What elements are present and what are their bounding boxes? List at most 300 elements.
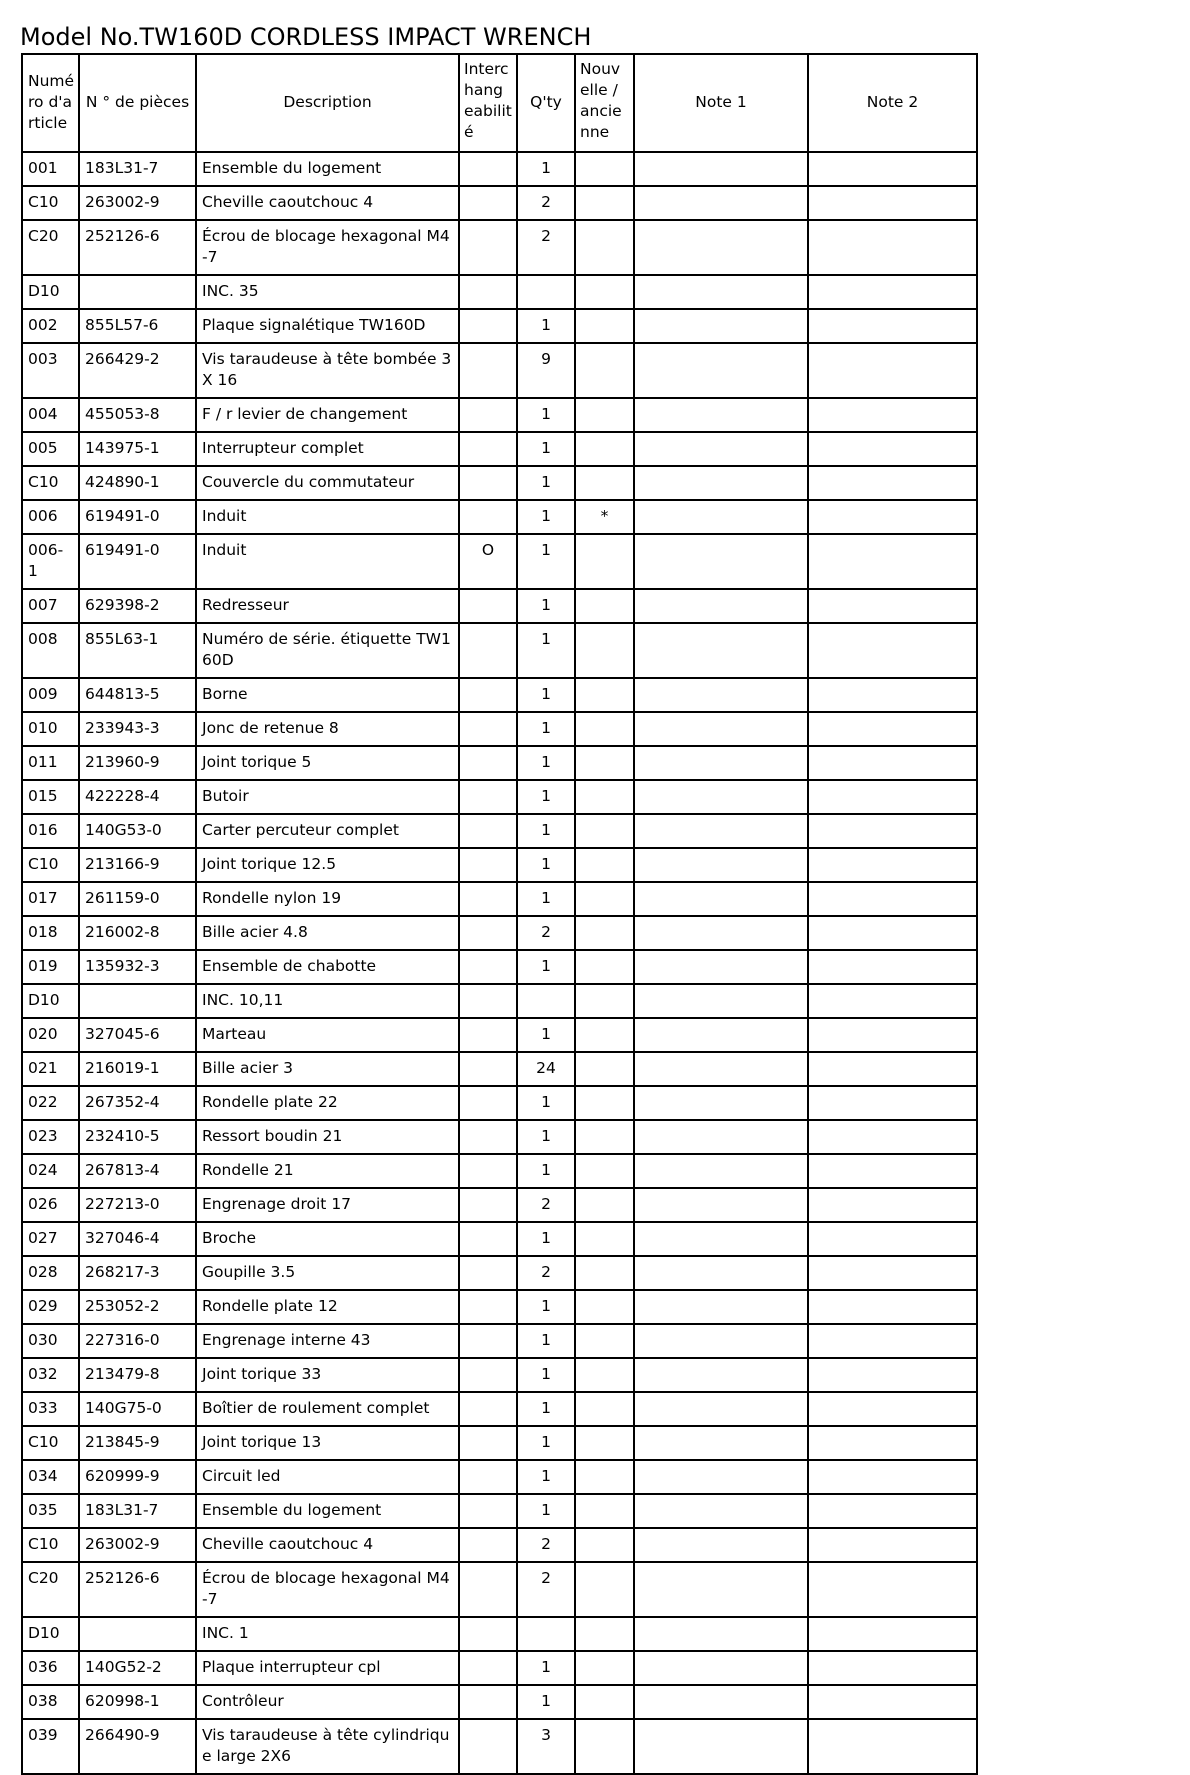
note1-cell — [634, 984, 808, 1018]
item-no-cell: 015 — [22, 780, 79, 814]
note1-cell — [634, 432, 808, 466]
note2-cell — [808, 1188, 977, 1222]
new-old-cell — [575, 1052, 634, 1086]
qty-cell: 1 — [517, 466, 575, 500]
note1-cell — [634, 1154, 808, 1188]
table-row — [22, 780, 977, 814]
qty-cell: 3 — [517, 1719, 575, 1774]
new-old-cell — [575, 432, 634, 466]
description-cell: Couvercle du commutateur — [196, 466, 459, 500]
part-no-cell: 183L31-7 — [79, 1494, 196, 1528]
table-row — [22, 1018, 977, 1052]
item-no-cell: 029 — [22, 1290, 79, 1324]
note2-cell — [808, 712, 977, 746]
description-cell: Cheville caoutchouc 4 — [196, 186, 459, 220]
interchangeability-cell — [459, 589, 517, 623]
table-row — [22, 984, 977, 1018]
description-cell: Engrenage droit 17 — [196, 1188, 459, 1222]
note1-cell — [634, 950, 808, 984]
interchangeability-cell — [459, 309, 517, 343]
note1-cell — [634, 882, 808, 916]
part-no-cell: 455053-8 — [79, 398, 196, 432]
new-old-cell — [575, 309, 634, 343]
interchangeability-cell — [459, 623, 517, 678]
description-cell: Ensemble de chabotte — [196, 950, 459, 984]
interchangeability-cell — [459, 1426, 517, 1460]
note2-cell — [808, 950, 977, 984]
new-old-cell — [575, 882, 634, 916]
new-old-cell — [575, 1120, 634, 1154]
part-no-cell: 213845-9 — [79, 1426, 196, 1460]
qty-cell: 2 — [517, 220, 575, 275]
qty-cell: 1 — [517, 432, 575, 466]
qty-cell: 2 — [517, 1562, 575, 1617]
note2-cell — [808, 746, 977, 780]
item-no-cell: 001 — [22, 152, 79, 186]
description-cell: Interrupteur complet — [196, 432, 459, 466]
description-cell: Plaque interrupteur cpl — [196, 1651, 459, 1685]
note1-cell — [634, 309, 808, 343]
part-no-cell: 268217-3 — [79, 1256, 196, 1290]
interchangeability-cell — [459, 780, 517, 814]
table-row — [22, 309, 977, 343]
note2-cell — [808, 1651, 977, 1685]
item-no-cell: D10 — [22, 1617, 79, 1651]
new-old-cell — [575, 1392, 634, 1426]
item-no-cell: 036 — [22, 1651, 79, 1685]
table-row — [22, 950, 977, 984]
new-old-cell: * — [575, 500, 634, 534]
description-cell: Ressort boudin 21 — [196, 1120, 459, 1154]
qty-cell: 1 — [517, 309, 575, 343]
note1-cell — [634, 623, 808, 678]
table-row — [22, 1460, 977, 1494]
qty-cell: 1 — [517, 500, 575, 534]
note1-cell — [634, 275, 808, 309]
interchangeability-cell — [459, 1018, 517, 1052]
note1-cell — [634, 343, 808, 398]
new-old-cell — [575, 1685, 634, 1719]
interchangeability-cell — [459, 1460, 517, 1494]
qty-cell: 1 — [517, 534, 575, 589]
note2-cell — [808, 466, 977, 500]
part-no-cell: 140G52-2 — [79, 1651, 196, 1685]
part-no-cell: 140G53-0 — [79, 814, 196, 848]
note1-cell — [634, 1617, 808, 1651]
note1-cell — [634, 152, 808, 186]
description-cell: Marteau — [196, 1018, 459, 1052]
part-no-cell: 135932-3 — [79, 950, 196, 984]
interchangeability-cell — [459, 950, 517, 984]
note2-cell — [808, 1460, 977, 1494]
description-cell: Ensemble du logement — [196, 152, 459, 186]
table-row — [22, 882, 977, 916]
part-no-cell: 213479-8 — [79, 1358, 196, 1392]
interchangeability-cell — [459, 275, 517, 309]
new-old-cell — [575, 916, 634, 950]
interchangeability-cell — [459, 1617, 517, 1651]
item-no-cell: 034 — [22, 1460, 79, 1494]
table-row — [22, 432, 977, 466]
table-row — [22, 343, 977, 398]
interchangeability-cell — [459, 1086, 517, 1120]
qty-cell: 1 — [517, 950, 575, 984]
note1-cell — [634, 1528, 808, 1562]
part-no-cell: 232410-5 — [79, 1120, 196, 1154]
interchangeability-cell — [459, 1290, 517, 1324]
note2-cell — [808, 220, 977, 275]
item-no-cell: 032 — [22, 1358, 79, 1392]
note2-cell — [808, 152, 977, 186]
note2-cell — [808, 1719, 977, 1774]
new-old-cell — [575, 466, 634, 500]
table-row — [22, 534, 977, 589]
item-no-cell: 033 — [22, 1392, 79, 1426]
part-no-cell: 855L57-6 — [79, 309, 196, 343]
qty-cell: 1 — [517, 848, 575, 882]
qty-cell: 1 — [517, 678, 575, 712]
note2-cell — [808, 1120, 977, 1154]
part-no-cell: 252126-6 — [79, 1562, 196, 1617]
note2-cell — [808, 780, 977, 814]
description-cell: Numéro de série. étiquette TW160D — [196, 623, 459, 678]
description-cell: Joint torique 5 — [196, 746, 459, 780]
note2-cell — [808, 1290, 977, 1324]
description-cell: Ensemble du logement — [196, 1494, 459, 1528]
interchangeability-cell — [459, 1256, 517, 1290]
note1-cell — [634, 534, 808, 589]
part-no-cell: 263002-9 — [79, 1528, 196, 1562]
qty-cell: 1 — [517, 1392, 575, 1426]
new-old-cell — [575, 780, 634, 814]
note1-cell — [634, 1018, 808, 1052]
page-title: Model No.TW160D CORDLESS IMPACT WRENCH — [20, 23, 592, 51]
note1-cell — [634, 916, 808, 950]
item-no-cell: C10 — [22, 186, 79, 220]
note1-cell — [634, 398, 808, 432]
part-no-cell: 263002-9 — [79, 186, 196, 220]
item-no-cell: 030 — [22, 1324, 79, 1358]
new-old-cell — [575, 589, 634, 623]
description-cell: Bille acier 3 — [196, 1052, 459, 1086]
description-cell: Rondelle plate 12 — [196, 1290, 459, 1324]
qty-cell: 1 — [517, 1086, 575, 1120]
description-cell: Circuit led — [196, 1460, 459, 1494]
table-row — [22, 1120, 977, 1154]
item-no-cell: 017 — [22, 882, 79, 916]
interchangeability-cell — [459, 500, 517, 534]
qty-cell: 1 — [517, 814, 575, 848]
new-old-cell — [575, 1358, 634, 1392]
note2-cell — [808, 1154, 977, 1188]
interchangeability-cell — [459, 1685, 517, 1719]
description-cell: Borne — [196, 678, 459, 712]
table-row — [22, 1426, 977, 1460]
part-no-cell: 213166-9 — [79, 848, 196, 882]
note2-cell — [808, 275, 977, 309]
table-row — [22, 916, 977, 950]
new-old-cell — [575, 152, 634, 186]
new-old-cell — [575, 1719, 634, 1774]
part-no-cell — [79, 1617, 196, 1651]
qty-cell: 2 — [517, 1528, 575, 1562]
part-no-cell: 327046-4 — [79, 1222, 196, 1256]
qty-cell: 2 — [517, 1256, 575, 1290]
table-row — [22, 1222, 977, 1256]
new-old-cell — [575, 950, 634, 984]
new-old-cell — [575, 1617, 634, 1651]
table-row — [22, 500, 977, 534]
note1-cell — [634, 1651, 808, 1685]
new-old-cell — [575, 343, 634, 398]
item-no-cell: C20 — [22, 220, 79, 275]
item-no-cell: 020 — [22, 1018, 79, 1052]
table-row — [22, 848, 977, 882]
note2-cell — [808, 814, 977, 848]
qty-cell: 1 — [517, 712, 575, 746]
note1-cell — [634, 1685, 808, 1719]
description-cell: Redresseur — [196, 589, 459, 623]
new-old-cell — [575, 1426, 634, 1460]
description-cell: F / r levier de changement — [196, 398, 459, 432]
note1-cell — [634, 1120, 808, 1154]
item-no-cell: 006 — [22, 500, 79, 534]
note1-cell — [634, 1324, 808, 1358]
qty-cell: 1 — [517, 882, 575, 916]
qty-cell: 1 — [517, 1018, 575, 1052]
interchangeability-cell — [459, 746, 517, 780]
item-no-cell: 019 — [22, 950, 79, 984]
table-row — [22, 1392, 977, 1426]
note1-cell — [634, 678, 808, 712]
qty-cell: 1 — [517, 1154, 575, 1188]
part-no-cell: 261159-0 — [79, 882, 196, 916]
interchangeability-cell — [459, 1719, 517, 1774]
part-no-cell: 267352-4 — [79, 1086, 196, 1120]
interchangeability-cell — [459, 152, 517, 186]
item-no-cell: 002 — [22, 309, 79, 343]
note2-cell — [808, 186, 977, 220]
note2-cell — [808, 500, 977, 534]
qty-cell: 2 — [517, 916, 575, 950]
table-row — [22, 220, 977, 275]
header-new-old: Nouv elle / ancie nne — [575, 54, 634, 152]
interchangeability-cell — [459, 1154, 517, 1188]
item-no-cell: 003 — [22, 343, 79, 398]
item-no-cell: 028 — [22, 1256, 79, 1290]
new-old-cell — [575, 984, 634, 1018]
part-no-cell: 216002-8 — [79, 916, 196, 950]
interchangeability-cell — [459, 432, 517, 466]
new-old-cell — [575, 1154, 634, 1188]
table-row — [22, 186, 977, 220]
description-cell: Butoir — [196, 780, 459, 814]
qty-cell: 1 — [517, 623, 575, 678]
table-row — [22, 466, 977, 500]
table-row — [22, 1494, 977, 1528]
note1-cell — [634, 1494, 808, 1528]
part-no-cell: 855L63-1 — [79, 623, 196, 678]
new-old-cell — [575, 1460, 634, 1494]
qty-cell: 1 — [517, 152, 575, 186]
note2-cell — [808, 1358, 977, 1392]
item-no-cell: 026 — [22, 1188, 79, 1222]
qty-cell: 2 — [517, 1188, 575, 1222]
interchangeability-cell — [459, 712, 517, 746]
item-no-cell: 021 — [22, 1052, 79, 1086]
header-item-no: Numé ro d'a rticle — [22, 54, 79, 152]
header-part-no: N ° de pièces — [79, 54, 196, 152]
item-no-cell: C10 — [22, 1426, 79, 1460]
new-old-cell — [575, 534, 634, 589]
note2-cell — [808, 1685, 977, 1719]
new-old-cell — [575, 1256, 634, 1290]
qty-cell: 1 — [517, 1120, 575, 1154]
qty-cell: 1 — [517, 1494, 575, 1528]
new-old-cell — [575, 623, 634, 678]
note2-cell — [808, 1018, 977, 1052]
item-no-cell: C10 — [22, 466, 79, 500]
qty-cell — [517, 1617, 575, 1651]
qty-cell — [517, 275, 575, 309]
table-row — [22, 1086, 977, 1120]
note2-cell — [808, 623, 977, 678]
description-cell: Vis taraudeuse à tête cylindrique large 2X6 — [196, 1719, 459, 1774]
new-old-cell — [575, 1222, 634, 1256]
description-cell: Joint torique 12.5 — [196, 848, 459, 882]
header-interchangeability: Interc hang eabilit é — [459, 54, 517, 152]
note2-cell — [808, 432, 977, 466]
qty-cell: 1 — [517, 1324, 575, 1358]
note2-cell — [808, 1086, 977, 1120]
table-row — [22, 1719, 977, 1774]
part-no-cell: 327045-6 — [79, 1018, 196, 1052]
qty-cell: 24 — [517, 1052, 575, 1086]
note1-cell — [634, 780, 808, 814]
note2-cell — [808, 1324, 977, 1358]
part-no-cell: 266429-2 — [79, 343, 196, 398]
note1-cell — [634, 1222, 808, 1256]
item-no-cell: C20 — [22, 1562, 79, 1617]
item-no-cell: 022 — [22, 1086, 79, 1120]
interchangeability-cell — [459, 1222, 517, 1256]
new-old-cell — [575, 1188, 634, 1222]
description-cell: Goupille 3.5 — [196, 1256, 459, 1290]
qty-cell: 1 — [517, 1290, 575, 1324]
description-cell: Cheville caoutchouc 4 — [196, 1528, 459, 1562]
part-no-cell: 266490-9 — [79, 1719, 196, 1774]
interchangeability-cell — [459, 398, 517, 432]
item-no-cell: 008 — [22, 623, 79, 678]
part-no-cell: 140G75-0 — [79, 1392, 196, 1426]
note1-cell — [634, 1562, 808, 1617]
description-cell: INC. 10,11 — [196, 984, 459, 1018]
table-row — [22, 814, 977, 848]
table-row — [22, 1188, 977, 1222]
table-row — [22, 712, 977, 746]
interchangeability-cell — [459, 1528, 517, 1562]
note1-cell — [634, 848, 808, 882]
part-no-cell: 227213-0 — [79, 1188, 196, 1222]
part-no-cell: 216019-1 — [79, 1052, 196, 1086]
table-row — [22, 1154, 977, 1188]
qty-cell: 2 — [517, 186, 575, 220]
interchangeability-cell — [459, 220, 517, 275]
description-cell: Carter percuteur complet — [196, 814, 459, 848]
table-row — [22, 678, 977, 712]
note2-cell — [808, 309, 977, 343]
table-row — [22, 1617, 977, 1651]
table-row — [22, 1685, 977, 1719]
note1-cell — [634, 1392, 808, 1426]
qty-cell: 1 — [517, 1358, 575, 1392]
table-row — [22, 1358, 977, 1392]
item-no-cell: D10 — [22, 275, 79, 309]
note2-cell — [808, 1494, 977, 1528]
note2-cell — [808, 398, 977, 432]
qty-cell: 1 — [517, 1651, 575, 1685]
part-no-cell: 253052-2 — [79, 1290, 196, 1324]
new-old-cell — [575, 1018, 634, 1052]
parts-table — [21, 53, 978, 1775]
qty-cell: 1 — [517, 746, 575, 780]
part-no-cell: 183L31-7 — [79, 152, 196, 186]
new-old-cell — [575, 398, 634, 432]
new-old-cell — [575, 814, 634, 848]
new-old-cell — [575, 678, 634, 712]
part-no-cell: 422228-4 — [79, 780, 196, 814]
note2-cell — [808, 1528, 977, 1562]
interchangeability-cell — [459, 1651, 517, 1685]
interchangeability-cell — [459, 1324, 517, 1358]
qty-cell — [517, 984, 575, 1018]
table-header-row — [22, 54, 977, 152]
item-no-cell: 035 — [22, 1494, 79, 1528]
description-cell: Rondelle 21 — [196, 1154, 459, 1188]
table-row — [22, 1052, 977, 1086]
item-no-cell: 024 — [22, 1154, 79, 1188]
interchangeability-cell — [459, 1392, 517, 1426]
description-cell: Engrenage interne 43 — [196, 1324, 459, 1358]
note2-cell — [808, 1052, 977, 1086]
item-no-cell: 010 — [22, 712, 79, 746]
part-no-cell — [79, 275, 196, 309]
new-old-cell — [575, 186, 634, 220]
table-row — [22, 1290, 977, 1324]
description-cell: Rondelle plate 22 — [196, 1086, 459, 1120]
item-no-cell: 039 — [22, 1719, 79, 1774]
description-cell: Rondelle nylon 19 — [196, 882, 459, 916]
interchangeability-cell — [459, 1494, 517, 1528]
part-no-cell: 619491-0 — [79, 500, 196, 534]
note1-cell — [634, 1188, 808, 1222]
note1-cell — [634, 712, 808, 746]
interchangeability-cell — [459, 916, 517, 950]
item-no-cell: 027 — [22, 1222, 79, 1256]
note2-cell — [808, 1562, 977, 1617]
table-row — [22, 589, 977, 623]
note1-cell — [634, 814, 808, 848]
note2-cell — [808, 1256, 977, 1290]
item-no-cell: D10 — [22, 984, 79, 1018]
note1-cell — [634, 1426, 808, 1460]
table-row — [22, 1528, 977, 1562]
qty-cell: 1 — [517, 1222, 575, 1256]
note2-cell — [808, 882, 977, 916]
note1-cell — [634, 589, 808, 623]
new-old-cell — [575, 1562, 634, 1617]
table-row — [22, 623, 977, 678]
